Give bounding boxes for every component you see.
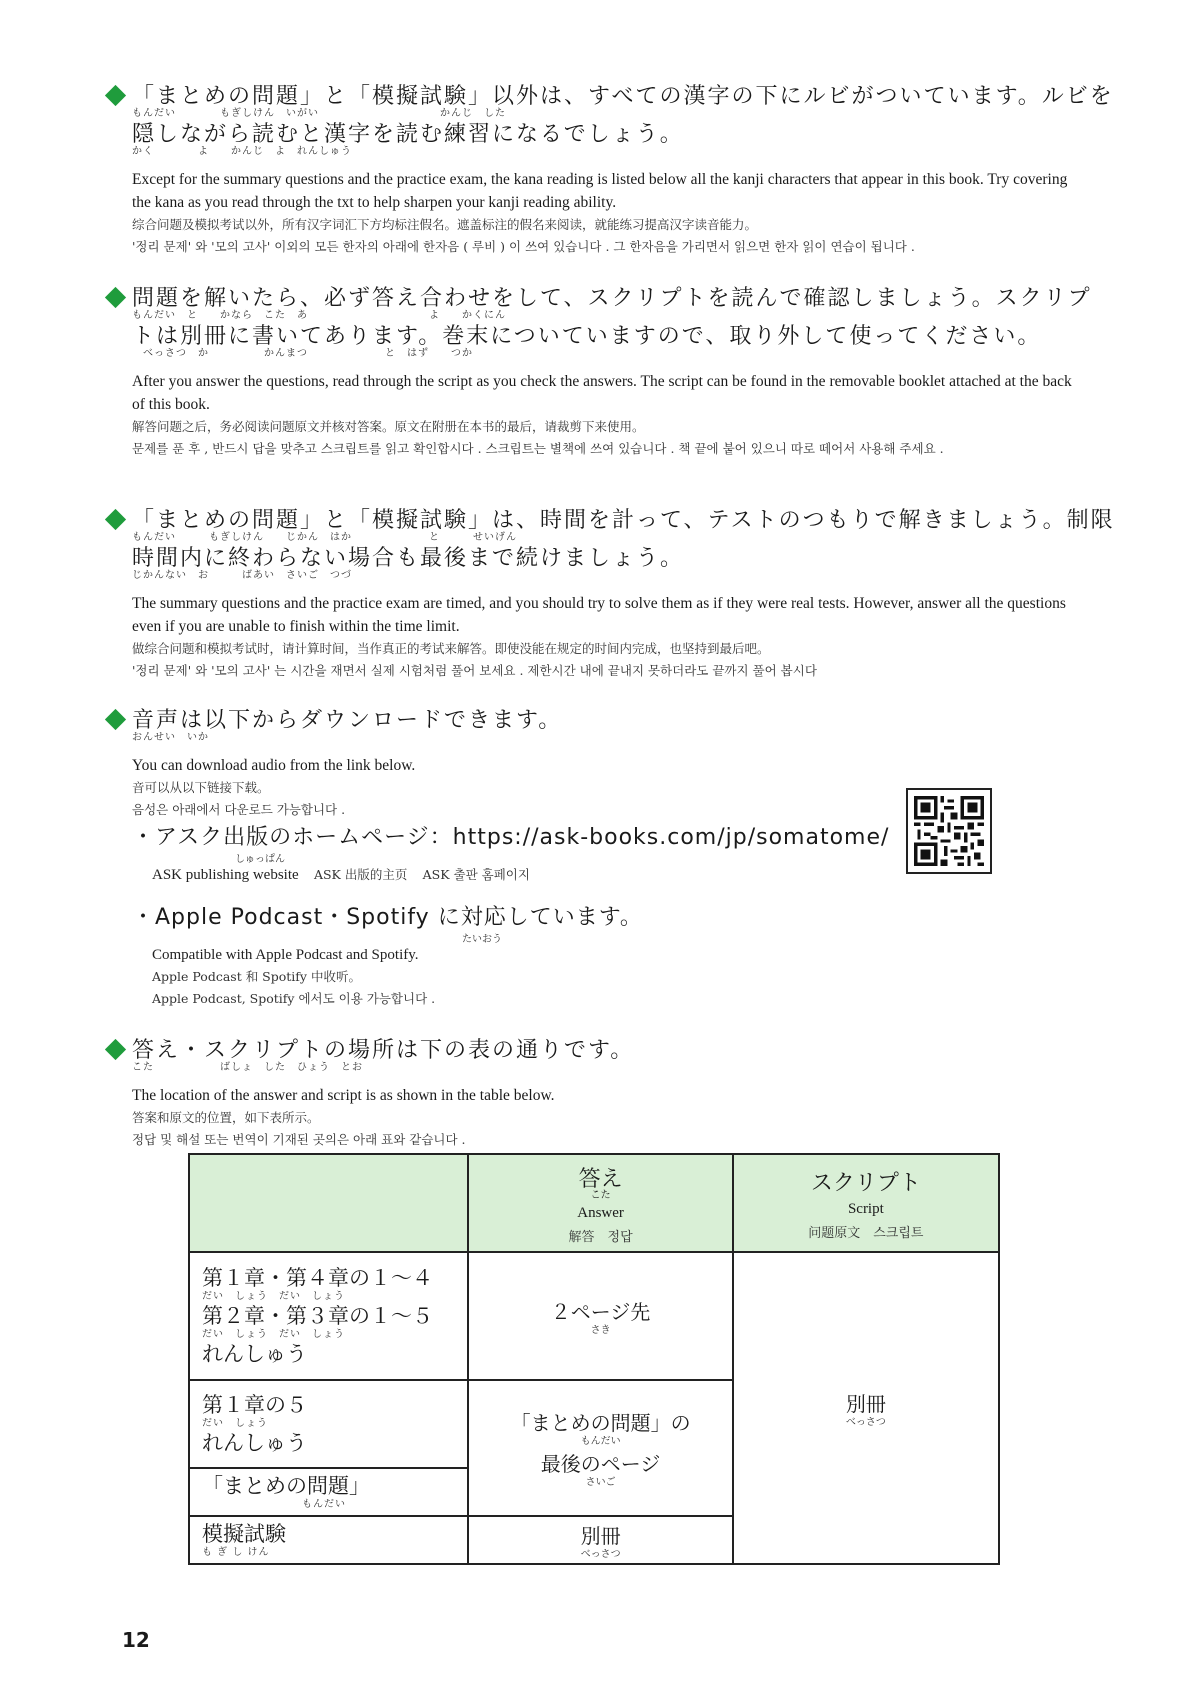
answer-two-pages-ahead: ２ページ先 さき <box>468 1252 732 1380</box>
podcast-translations: Compatible with Apple Podcast and Spotify. Apple Podcast 和 Spotify 中收听。 Apple Podcast, Spotify 에서도 이용 가능합니다 . <box>152 947 436 1006</box>
row-label-chapters: 第１章・第４章の１～４ だい しょう だい しょう 第２章・第３章の１～５ だい しょう だい しょう れんしゅう <box>189 1252 468 1380</box>
section-timing <box>108 506 1115 682</box>
ko-text: 정답 및 해설 또는 번역이 기재된 곳의은 아래 표와 같습니다 . <box>132 1132 466 1147</box>
jp-text: 音声は以下からダウンロードできます。 おんせい いか <box>132 708 563 743</box>
header-empty-cell <box>189 1154 468 1252</box>
answer-bessatsu: 別冊 べっさつ <box>468 1516 732 1564</box>
ko-text: '정리 문제' 와 '모의 고사' 이외의 모든 한자의 아래에 한자음 ( 루비 ) 이 쓰여 있습니다 . 그 한자음을 가리면서 읽으면 한자 읽이 연습이 됩니다 . <box>132 239 915 254</box>
diamond-bullet-icon <box>105 1039 126 1060</box>
location-table <box>188 1153 1000 1565</box>
zh-text: 解答问题之后，务必阅读问题原文并核对答案。原文在附册在本书的最后，请裁剪下来使用。 <box>132 419 645 434</box>
row-label-chapter1-5: 第１章の５ だい しょう れんしゅう <box>189 1380 468 1468</box>
podcast-ruby: たいおう <box>462 934 502 945</box>
section-ruby-note <box>108 82 1114 258</box>
qr-code-icon[interactable] <box>906 788 992 874</box>
en-text: Except for the summary questions and the practice exam, the kana reading is listed below all the kanji characters that appear in this book. Try covering the kana as you read through the txt to help sharpen your kanji reading ability. <box>132 171 1068 211</box>
podcast-note: ・Apple Podcast・Spotify に対応しています。 <box>132 905 643 930</box>
ko-text: '정리 문제' 와 '모의 고사' 는 시간을 재면서 실제 시험처럼 풀어 보세요 . 제한시간 내에 끝내지 못하더라도 끝까지 풀어 봅시다 <box>132 663 817 678</box>
diamond-bullet-icon <box>105 509 126 530</box>
script-bessatsu: 別冊 べっさつ <box>733 1252 999 1564</box>
section-location <box>108 1036 1088 1151</box>
zh-text: 答案和原文的位置，如下表所示。 <box>132 1110 320 1125</box>
zh-text: 做综合问题和模拟考试时，请计算时间，当作真正的考试来解答。即使没能在规定的时间内完成，也坚持到最后吧。 <box>132 641 770 656</box>
row-label-mock-exam: 模擬試験 も ぎ し けん <box>189 1516 468 1564</box>
diamond-bullet-icon <box>105 287 126 308</box>
homepage-link[interactable]: ・アスク出版のホームページ：https://ask-books.com/jp/somatome/ <box>132 825 890 850</box>
zh-text: 综合问题及模拟考试以外，所有汉字词汇下方均标注假名。遮盖标注的假名来阅读，就能练习提高汉字读音能力。 <box>132 217 758 232</box>
homepage-subtitles: ASK publishing website ASK 出版的主页 ASK 출판 홈페이지 <box>152 867 530 883</box>
table-header-row <box>189 1154 999 1252</box>
en-text: After you answer the questions, read through the script as you check the answers. The script can be found in the removable booklet attached at the back of this book. <box>132 373 1072 413</box>
en-text: The summary questions and the practice exam are timed, and you should try to solve them as if they were real tests. However, answer all the questions even if you are unable to finish within the time limit. <box>132 595 1066 635</box>
jp-text: 答え・スクリプトの場所は下の表の通りです。 こた ばしょ した ひょう とお <box>132 1038 635 1073</box>
header-script: スクリプト Script 问题原文 스크립트 <box>733 1154 999 1252</box>
zh-text: 音可以从以下链接下载。 <box>132 780 270 795</box>
page-number: 12 <box>122 1628 150 1652</box>
diamond-bullet-icon <box>105 709 126 730</box>
jp-text: 問題を解いたら、必ず答え合わせをして、スクリプトを読んで確認しましょう。スクリプ もんだい と かなら こた あ よ かくにん トは別冊に書いてあります。巻末についていますので、取り外して使ってください。 べっさつ か かんまつ と はず つか <box>132 286 1092 359</box>
section-answer-check <box>108 284 1092 460</box>
row-label-summary: 「まとめの問題」 もんだい <box>189 1468 468 1516</box>
homepage-ruby: しゅっぱん <box>235 854 285 865</box>
diamond-bullet-icon <box>105 85 126 106</box>
ko-text: 문제를 푼 후 , 반드시 답을 맞추고 스크립트를 읽고 확인합시다 . 스크립트는 별책에 쓰여 있습니다 . 책 끝에 붙어 있으니 따로 떼어서 사용해 주세요 . <box>132 441 944 456</box>
ko-text: 음성은 아래에서 다운로드 가능합니다 . <box>132 802 346 817</box>
en-text: You can download audio from the link below. <box>132 757 416 774</box>
en-text: The location of the answer and script is as shown in the table below. <box>132 1087 555 1104</box>
header-answer: 答え こた Answer 解答 정답 <box>468 1154 732 1252</box>
answer-last-page: 「まとめの問題」の もんだい 最後のページ さいご <box>468 1380 732 1516</box>
jp-text: 「まとめの問題」と「模擬試験」は、時間を計って、テストのつもりで解きましょう。制限 もんだい もぎしけん じかん はか と せいげん 時間内に終わらない場合も最後まで続けましょう。 じかんない お ばあい さいご つづ <box>132 508 1115 581</box>
table-row <box>189 1252 999 1380</box>
jp-text: 「まとめの問題」と「模擬試験」以外は、すべての漢字の下にルビがついています。ルビを もんだい もぎしけん いがい かんじ した 隠しながら読むと漢字を読む練習になるでしょう。 かく よ かんじ よ れんしゅう <box>132 84 1114 157</box>
